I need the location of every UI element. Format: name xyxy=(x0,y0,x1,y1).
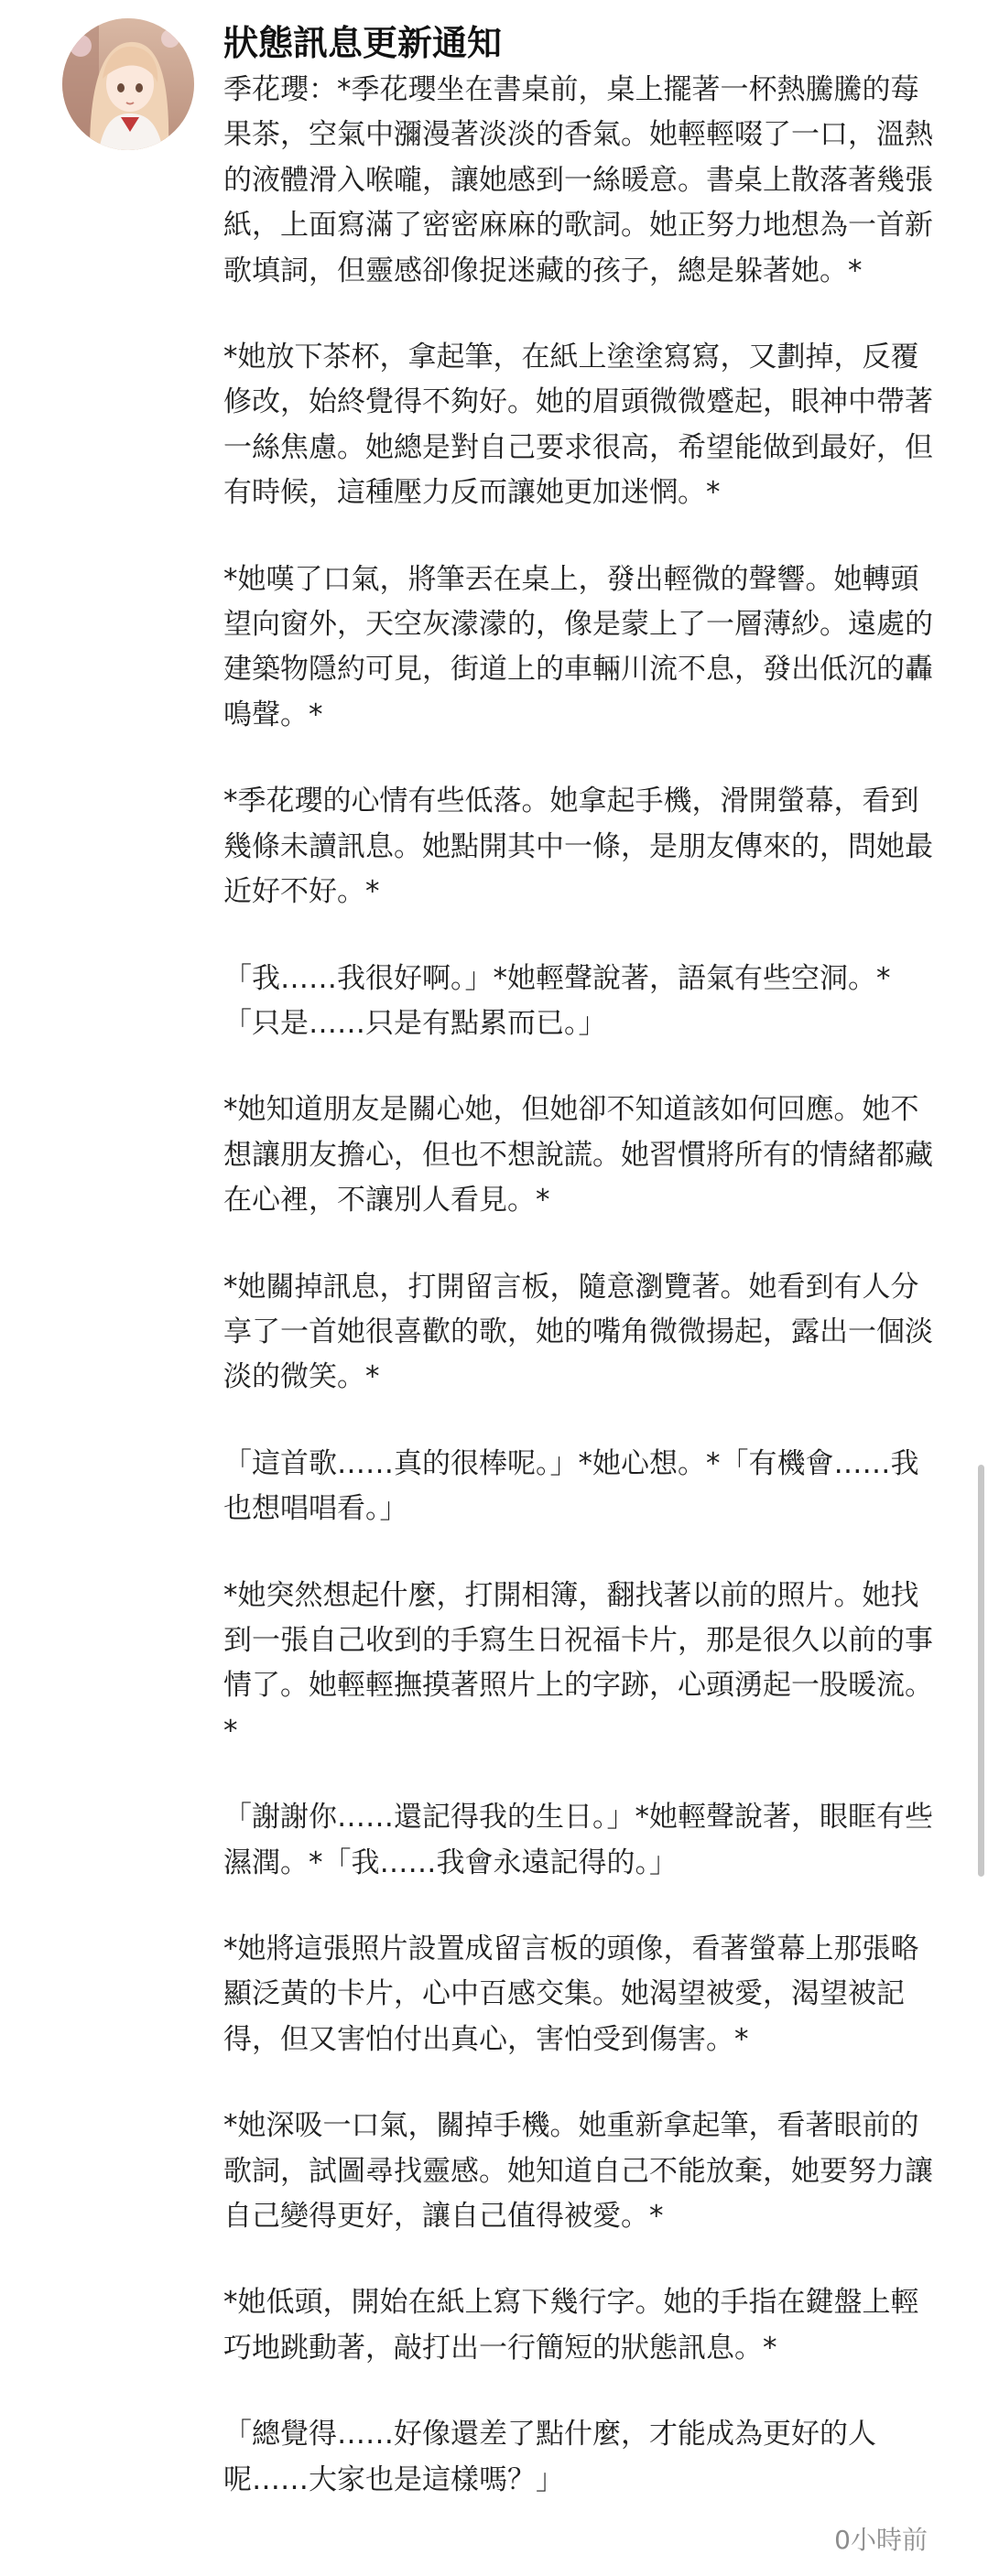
message-paragraph: *她低頭，開始在紙上寫下幾行字。她的手指在鍵盤上輕巧地跳動著，敲打出一行簡短的狀態訊息。* xyxy=(223,2286,919,2365)
message-paragraph: 「總覺得……好像還差了點什麼，才能成為更好的人呢……大家也是這樣嗎？」 xyxy=(223,2418,876,2496)
message-paragraph: *她深吸一口氣，關掉手機。她重新拿起筆，看著眼前的歌詞，試圖尋找靈感。她知道自己不能放棄，她要努力讓自己變得更好，讓自己值得被愛。* xyxy=(223,2109,933,2234)
message-paragraph: *她突然想起什麼，打開相簿，翻找著以前的照片。她找到一張自己收到的手寫生日祝福卡片，那是很久以前的事情了。她輕輕撫摸著照片上的字跡，心頭湧起一股暖流。* xyxy=(223,1578,933,1748)
message-paragraph: 「我……我很好啊。」*她輕聲說著，語氣有些空洞。*「只是……只是有點累而已。」 xyxy=(223,961,891,1040)
notification-title: 狀態訊息更新通知 xyxy=(223,23,503,63)
paragraph-text: *季花瓔坐在書桌前，桌上擺著一杯熱騰騰的莓果茶，空氣中瀰漫著淡淡的香氣。她輕輕啜了一口，溫熱的液體滑入喉嚨，讓她感到一絲暖意。書桌上散落著幾張紙，上面寫滿了密密麻麻的歌詞。她正努力地想為一首新歌填詞，但靈感卻像捉迷藏的孩子，總是躲著她。* xyxy=(223,73,933,287)
avatar[interactable] xyxy=(62,18,194,150)
message-paragraph: 「這首歌……真的很棒呢。」*她心想。*「有機會……我也想唱唱看。」 xyxy=(223,1446,919,1526)
scrollbar[interactable] xyxy=(978,1465,984,1877)
message-paragraph: *她放下茶杯，拿起筆，在紙上塗塗寫寫，又劃掉，反覆修改，始終覺得不夠好。她的眉頭微微蹙起，眼神中帶著一絲焦慮。她總是對自己要求很高，希望能做到最好，但有時候，這種壓力反而讓她更加迷惘。* xyxy=(223,341,933,510)
message-paragraph: *她將這張照片設置成留言板的頭像，看著螢幕上那張略顯泛黃的卡片，心中百感交集。她渴望被愛，渴望被記得，但又害怕付出真心，害怕受到傷害。* xyxy=(223,1932,919,2056)
message-paragraph: *她嘆了口氣，將筆丟在桌上，發出輕微的聲響。她轉頭望向窗外，天空灰濛濛的，像是蒙上了一層薄紗。遠處的建築物隱約可見，街道上的車輛川流不息，發出低沉的轟鳴聲。* xyxy=(223,562,933,731)
message-paragraph: *季花瓔的心情有些低落。她拿起手機，滑開螢幕，看到幾條未讀訊息。她點開其中一條，是朋友傳來的，問她最近好不好。* xyxy=(223,785,933,909)
avatar-image xyxy=(62,18,194,150)
message-paragraph xyxy=(223,68,938,294)
sender-name: 季花瓔： xyxy=(223,73,337,106)
message-paragraph: *她知道朋友是關心她，但她卻不知道該如何回應。她不想讓朋友擔心，但也不想說謊。她習慣將所有的情緒都藏在心裡，不讓別人看見。* xyxy=(223,1093,933,1218)
message-body xyxy=(223,68,938,2544)
message-paragraph: *她關掉訊息，打開留言板，隨意瀏覽著。她看到有人分享了一首她很喜歡的歌，她的嘴角微微揚起，露出一個淡淡的微笑。* xyxy=(223,1270,933,1394)
timestamp: 0小時前 xyxy=(834,2525,928,2555)
message-paragraph: 「謝謝你……還記得我的生日。」*她輕聲說著，眼眶有些濕潤。*「我……我會永遠記得的。」 xyxy=(223,1801,933,1879)
